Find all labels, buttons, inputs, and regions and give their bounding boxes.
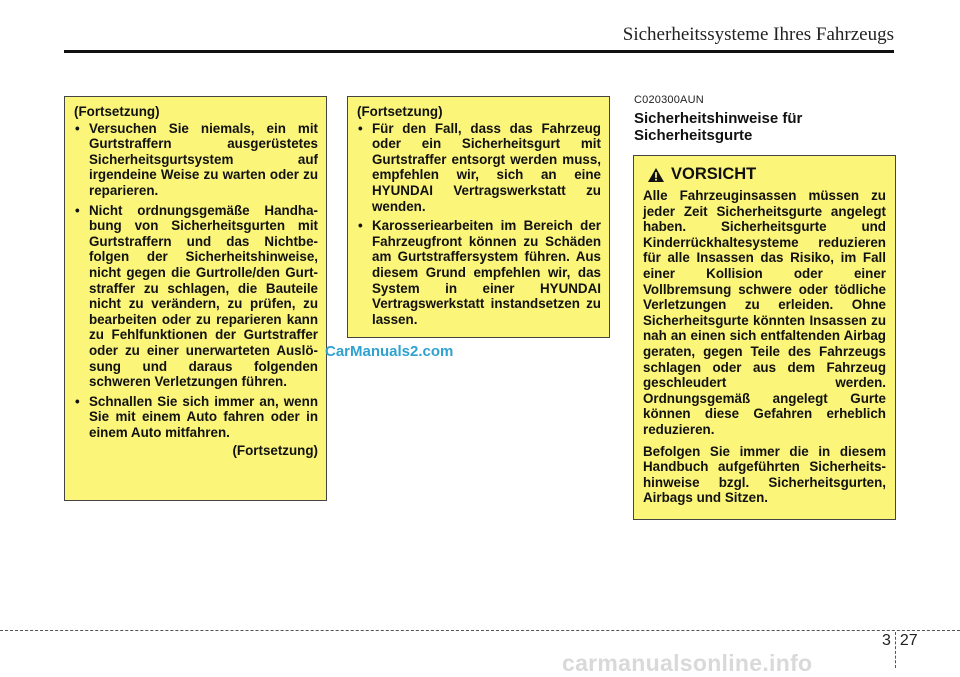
caution-header bbox=[643, 167, 886, 183]
chapter-number: 3 bbox=[882, 632, 891, 649]
page-number bbox=[882, 632, 918, 668]
section-title: Sicherheitshinweise für Sicherheitsgurte bbox=[634, 110, 803, 144]
caution-label: VORSICHT bbox=[671, 165, 757, 184]
bullet-list bbox=[357, 121, 601, 328]
bullet-item: • Für den Fall, dass das Fahrzeug oder ein Sicherheitsgurt mit Gurtstraffer entsorgt werden muss, empfehlen wir, sich an eine HYUNDAI Vertragswerkstatt zu wenden. bbox=[357, 121, 601, 215]
caution-paragraph: Befolgen Sie immer die in diesem Handbuch aufgeführten Sicherheits-hinweise bzgl. Sicherheitsgurten, Airbags und Sitzen. bbox=[643, 443, 886, 506]
footer-rule bbox=[0, 630, 960, 631]
continued-tail: (Fortsetzung) bbox=[232, 443, 318, 459]
bullet-list bbox=[74, 121, 318, 441]
page-number-value: 27 bbox=[899, 632, 918, 649]
section-code: C020300AUN bbox=[634, 94, 704, 106]
bullet-item: • Nicht ordnungsgemäße Handha-bung von Sicherheitsgurten mit Gurtstraffern und das Nichtbe-folgen der Sicherheitshinweise, nicht gegen die Gurtrolle/den Gurt-straffer zu schlagen, die Bauteile nicht zu verändern, zu prüfen, zu bearbeiten oder zu reparieren kann zu Fehlfunktionen der Gurtstraffer oder zu einer unerwarteten Auslö-sung und daraus folgenden schweren Verletzungen führen. bbox=[74, 203, 318, 390]
continued-warning-box-left bbox=[64, 96, 327, 501]
bullet-item: • Karosseriearbeiten im Bereich der Fahrzeugfront können zu Schäden am Gurtstraffersystem führen. Aus diesem Grund empfehlen wir, das System in einer HYUNDAI Vertragswerkstatt instandsetzen zu lassen. bbox=[357, 218, 601, 327]
running-header-title: Sicherheitssysteme Ihres Fahrzeugs bbox=[622, 24, 894, 45]
bullet-item: • Versuchen Sie niemals, ein mit Gurtstraffern ausgerüstetes Sicherheitsgurtsystem auf irgendeine Weise zu warten oder zu reparieren. bbox=[74, 121, 318, 199]
header-rule bbox=[64, 50, 894, 53]
caution-paragraph: Alle Fahrzeuginsassen müssen zu jeder Zeit Sicherheitsgurte angelegt haben. Sicherheitsgurte und Kinderrückhaltesysteme reduzieren für alle Insassen das Risiko, im Fall einer Kollision oder einer Vollbremsung schwere oder tödliche Verletzungen zu erleiden. Ohne Sicherheitsgurte könnten Insassen zu nah an einen sich entfaltenden Airbag geraten, gegen Teile des Fahrzeugs schlagen oder aus dem Fahrzeug geschleudert werden. Ordnungsgemäß angelegt Gurte können diese Gefahren erheblich reduzieren. bbox=[643, 188, 886, 437]
warning-triangle-icon bbox=[647, 167, 665, 183]
caution-box bbox=[633, 155, 896, 520]
continued-head: (Fortsetzung) bbox=[74, 104, 160, 119]
continued-warning-box-middle bbox=[347, 96, 610, 338]
watermark-link[interactable]: CarManuals2.com bbox=[325, 343, 454, 360]
site-watermark: carmanualsonline.info bbox=[562, 650, 813, 676]
bullet-item: • Schnallen Sie sich immer an, wenn Sie mit einem Auto fahren oder in einem Auto mitfahren. bbox=[74, 394, 318, 441]
continued-head: (Fortsetzung) bbox=[357, 104, 443, 119]
